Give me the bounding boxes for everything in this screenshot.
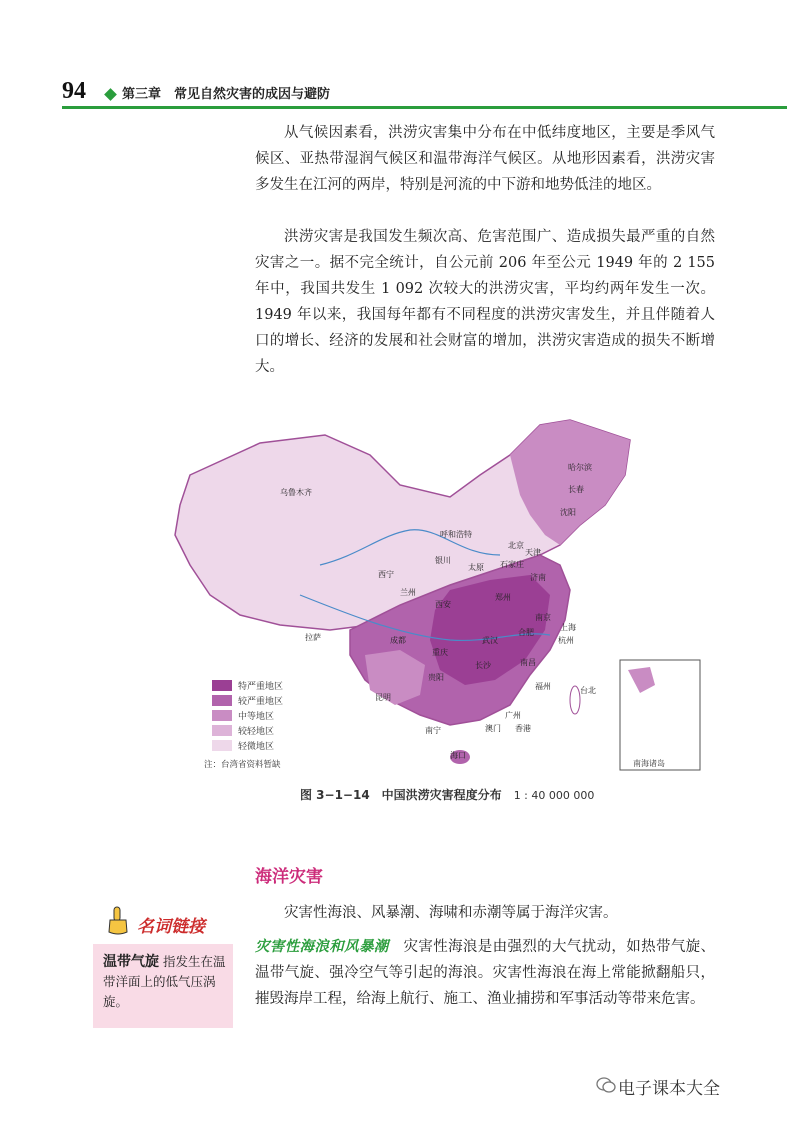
- legend-label-2: 较严重地区: [238, 697, 284, 707]
- city-label: 济南: [530, 573, 546, 582]
- city-label: 太原: [468, 563, 484, 572]
- city-label: 昆明: [375, 693, 391, 702]
- legend-swatch-1: [212, 680, 232, 691]
- city-label: 拉萨: [305, 633, 321, 642]
- map-taiwan: [570, 686, 580, 714]
- legend-swatch-5: [212, 740, 232, 751]
- page-number: 94: [62, 78, 86, 104]
- city-label: 成都: [390, 636, 406, 645]
- city-label: 香港: [515, 724, 531, 733]
- city-label: 乌鲁木齐: [280, 488, 312, 497]
- legend-swatch-3: [212, 710, 232, 721]
- city-label: 福州: [535, 682, 551, 691]
- city-label: 南昌: [520, 658, 536, 667]
- city-label: 澳门: [485, 724, 501, 733]
- china-flood-map: [150, 415, 710, 775]
- city-label: 呼和浩特: [440, 530, 472, 539]
- sidebar-title: 名词链接: [137, 917, 205, 937]
- city-label: 海口: [450, 751, 466, 760]
- legend-label-3: 中等地区: [238, 712, 275, 722]
- city-label: 广州: [505, 711, 521, 720]
- map-legend: [204, 680, 283, 770]
- wechat-icon: [596, 1076, 616, 1094]
- lead-term: 灾害性海浪和风暴潮: [255, 938, 389, 955]
- city-label: 南京: [535, 613, 551, 622]
- city-label: 长春: [568, 485, 584, 494]
- sidebar-definition: 指发生在温带洋面上的低气压涡旋。: [103, 954, 226, 1009]
- city-label: 郑州: [495, 593, 511, 602]
- paragraph-flood-history: 洪涝灾害是我国发生频次高、危害范围广、造成损失最严重的自然灾害之一。据不完全统计，自公元前 206 年至公元 1949 年的 2 155 年中，我国共发生 1 092 次较大的洪涝灾害，平均约两年发生一次。1949 年以来，我国每年都有不同程度的洪涝灾害发生，并且伴随着人口的增长、经济的发展和社会财富的增加，洪涝灾害造成的损失不断增大。: [255, 229, 715, 375]
- paragraph-waves-body: 灾害性海浪是由强烈的大气扰动，如热带气旋、温带气旋、强冷空气等引起的海浪。灾害性海浪在海上常能掀翻船只，摧毁海岸工程，给海上航行、施工、渔业捕捞和军事活动等带来危害。: [255, 939, 716, 1007]
- city-label: 银川: [435, 556, 451, 565]
- city-label: 北京: [508, 541, 524, 550]
- city-label: 贵阳: [428, 673, 444, 682]
- city-label: 沈阳: [560, 508, 576, 517]
- sidebar-term: 温带气旋: [103, 954, 159, 970]
- city-label: 哈尔滨: [568, 463, 592, 472]
- paragraph-waves: [255, 934, 715, 1012]
- city-label: 石家庄: [500, 560, 524, 569]
- caption-text: 图 3−1−14 中国洪涝灾害程度分布: [300, 788, 502, 802]
- city-label: 合肥: [518, 628, 534, 637]
- legend-swatch-4: [212, 725, 232, 736]
- city-label: 天津: [525, 548, 541, 557]
- city-label: 杭州: [558, 636, 574, 645]
- legend-label-1: 特严重地区: [238, 682, 284, 692]
- legend-swatch-2: [212, 695, 232, 706]
- watermark-text: 电子课本大全: [618, 1079, 720, 1099]
- section-title: 海洋灾害: [255, 867, 323, 887]
- paragraph-climate: 从气候因素看，洪涝灾害集中分布在中低纬度地区，主要是季风气候区、亚热带湿润气候区和温带海洋气候区。从地形因素看，洪涝灾害多发生在江河的两岸，特别是河流的中下游和地势低洼的地区。: [255, 125, 715, 193]
- paragraph-marine: 灾害性海浪、风暴潮、海啸和赤潮等属于海洋灾害。: [284, 905, 618, 921]
- chapter-title: 第三章 常见自然灾害的成因与避防: [122, 87, 331, 102]
- city-label: 武汉: [482, 636, 498, 645]
- sidebar-text: [103, 952, 227, 1012]
- city-label: 兰州: [400, 588, 416, 597]
- legend-label-5: 轻微地区: [238, 742, 275, 752]
- legend-label-4: 较轻地区: [238, 727, 275, 737]
- city-label: 南宁: [425, 726, 441, 735]
- sidebar-box: [93, 944, 233, 1028]
- map-note: 注：台湾省资料暂缺: [204, 760, 281, 770]
- diamond-icon: [104, 88, 117, 101]
- glossary-sidebar: [93, 906, 233, 1028]
- city-label: 重庆: [432, 648, 448, 657]
- caption-scale: 1 : 40 000 000: [513, 789, 595, 802]
- city-label: 上海: [560, 623, 576, 632]
- header-rule: [62, 106, 787, 109]
- page-header: [0, 78, 787, 108]
- map-inset-label: 南海诸岛: [633, 759, 665, 768]
- city-label: 台北: [580, 686, 596, 695]
- city-label: 西宁: [378, 570, 394, 579]
- city-label: 长沙: [475, 661, 491, 670]
- city-label: 西安: [435, 600, 451, 609]
- pointing-hand-icon: [105, 906, 131, 936]
- figure-caption: [300, 786, 594, 803]
